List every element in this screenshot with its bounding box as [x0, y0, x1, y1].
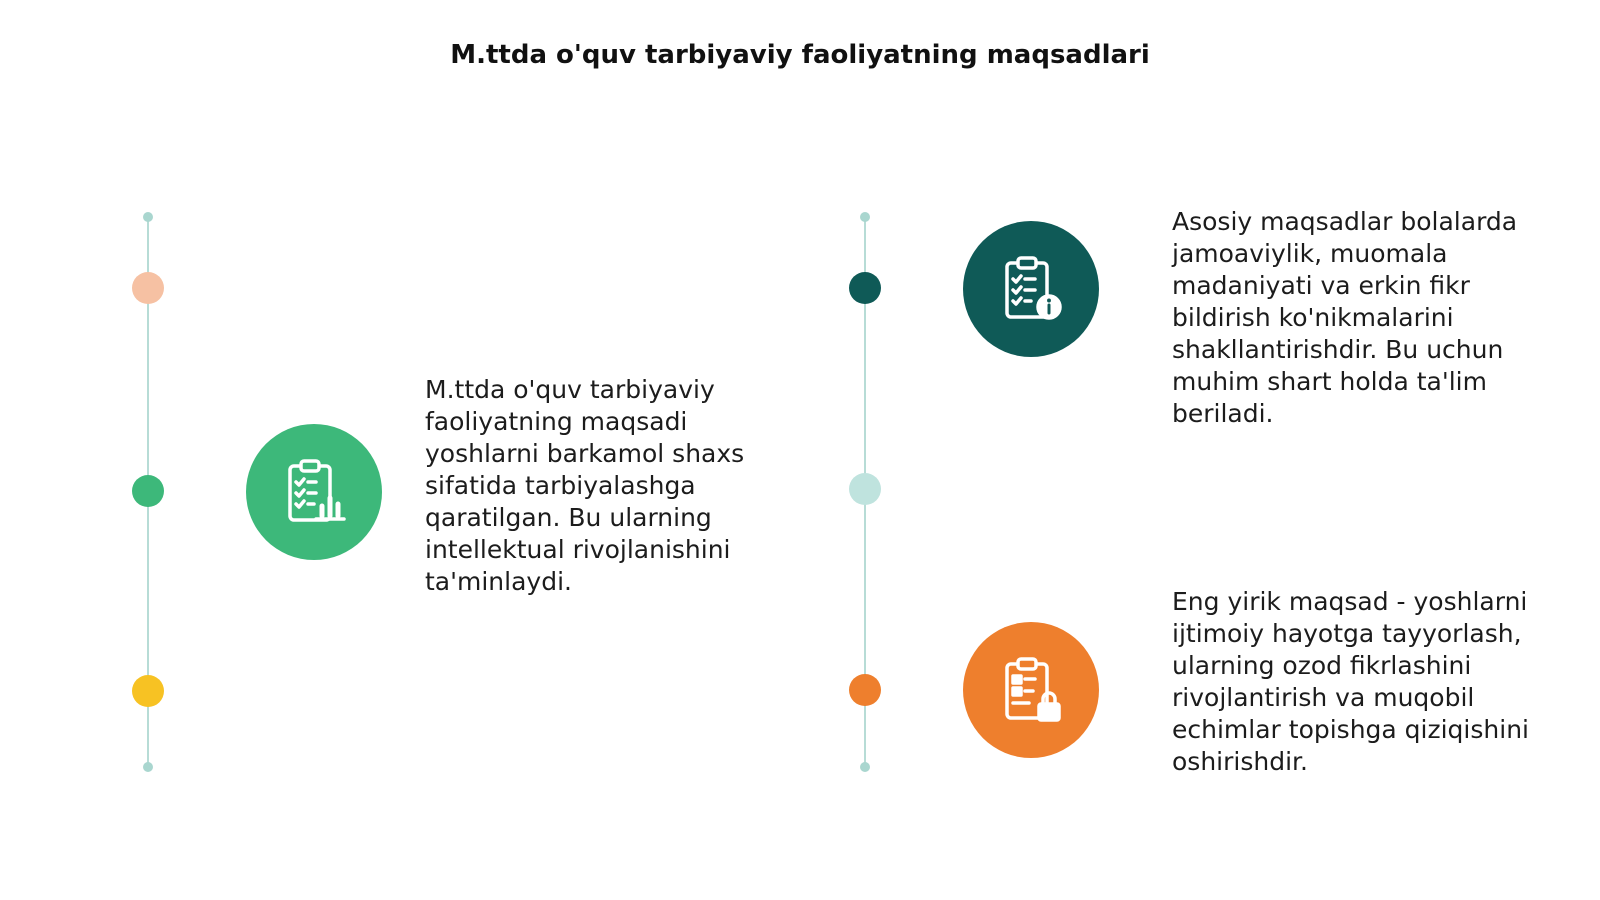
clipboard-chart-icon [246, 424, 382, 560]
timeline-dot-teal-light [849, 473, 881, 505]
timeline-end-cap [860, 762, 870, 772]
clipboard-info-icon [963, 221, 1099, 357]
item-1-text: M.ttda o'quv tarbiyaviy faoliyatning maqsadi yoshlarni barkamol shaxs sifatida tarbiyalashga qaratilgan. Bu ularning intellektual rivojlanishini ta'minlaydi. [425, 375, 745, 596]
timeline-dot-yellow [132, 675, 164, 707]
timeline-start-cap [860, 212, 870, 222]
timeline-start-cap [143, 212, 153, 222]
item-2-text: Asosiy maqsadlar bolalarda jamoaviylik, muomala madaniyati va erkin fikr bildirish ko'nikmalarini shakllantirishdir. Bu uchun muhim shart holda ta'lim beriladi. [1172, 207, 1518, 428]
clipboard-lock-icon [963, 622, 1099, 758]
item-3-text: Eng yirik maqsad - yoshlarni ijtimoiy hayotga tayyorlash, ularning ozod fikrlashini rivojlantirish va muqobil echimlar topishga qiziqishini oshirishdir. [1172, 587, 1529, 776]
timeline-dot-teal-dark [849, 272, 881, 304]
right-timeline [845, 212, 885, 772]
page-title: M.ttda o'quv tarbiyaviy faoliyatning maqsadlari [450, 40, 1150, 70]
timeline-dot-peach [132, 272, 164, 304]
timeline-dot-green [132, 475, 164, 507]
timeline-end-cap [143, 762, 153, 772]
left-timeline [128, 212, 168, 772]
timeline-dot-orange [849, 674, 881, 706]
